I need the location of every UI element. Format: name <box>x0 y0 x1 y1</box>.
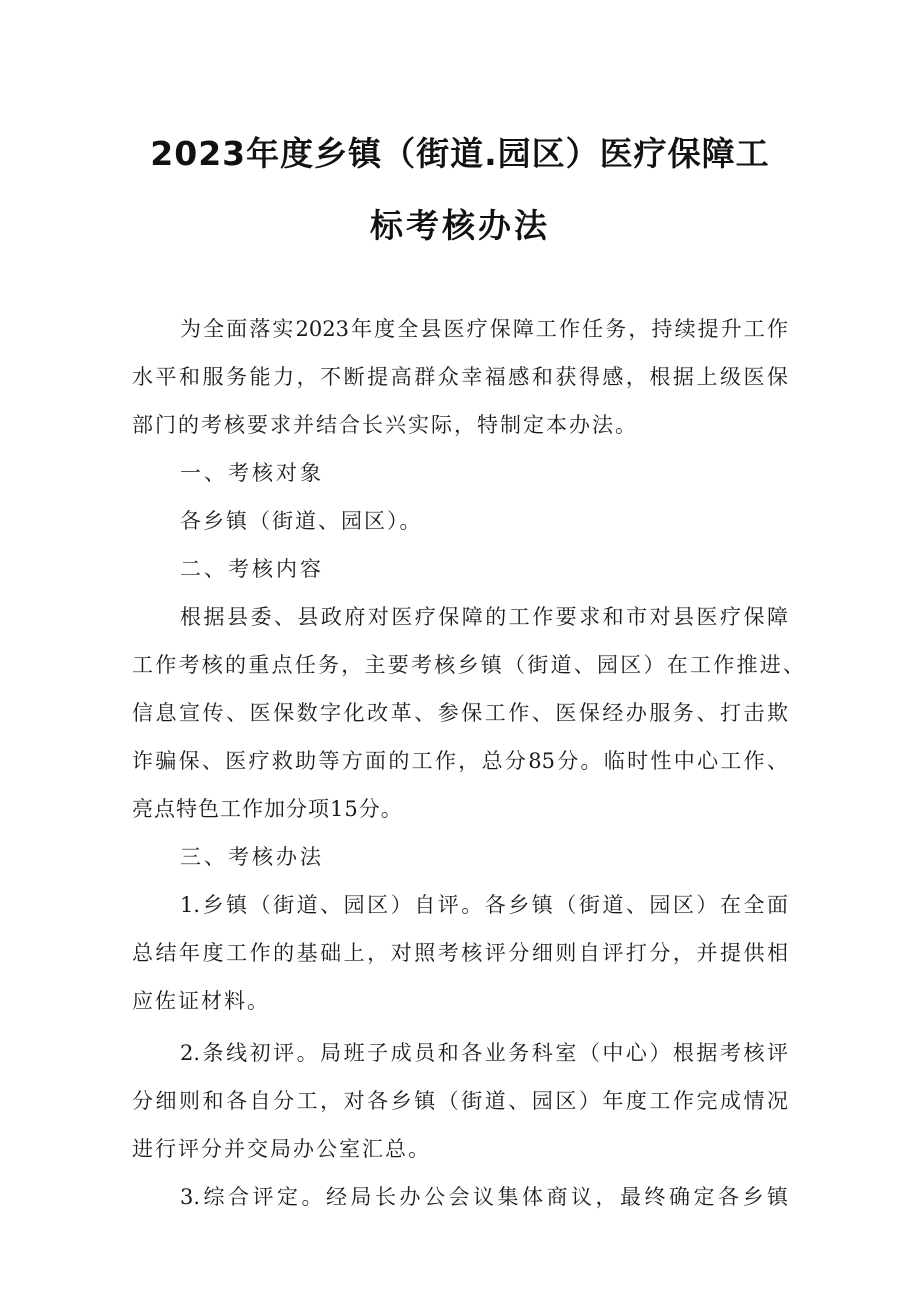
paragraph-intro-line-1: 为全面落实2023年度全县医疗保障工作任务，持续提升工作 <box>180 317 788 341</box>
section-3-item-3-line-1: 3.综合评定。经局长办公会议集体商议，最终确定各乡镇 <box>180 1185 788 1209</box>
section-2-line-2: 工作考核的重点任务，主要考核乡镇（街道、园区）在工作推进、 <box>132 653 804 677</box>
section-3-item-2-line-2: 分细则和各自分工，对各乡镇（街道、园区）年度工作完成情况 <box>132 1089 788 1113</box>
section-2-line-1: 根据县委、县政府对医疗保障的工作要求和市对县医疗保障 <box>180 605 788 629</box>
section-heading-2: 二、考核内容 <box>180 557 324 581</box>
paragraph-intro-line-3: 部门的考核要求并结合长兴实际，特制定本办法。 <box>132 413 638 437</box>
section-heading-3: 三、考核办法 <box>180 845 324 869</box>
section-1-text: 各乡镇（街道、园区）。 <box>180 509 423 533</box>
section-3-item-2-line-1: 2.条线初评。局班子成员和各业务科室（中心）根据考核评 <box>180 1041 788 1065</box>
section-2-line-3: 信息宣传、医保数字化改革、参保工作、医保经办服务、打击欺 <box>132 701 788 725</box>
section-3-item-1-line-2: 总结年度工作的基础上，对照考核评分细则自评打分，并提供相 <box>132 941 788 965</box>
section-3-item-1-line-1: 1.乡镇（街道、园区）自评。各乡镇（街道、园区）在全面 <box>180 893 788 917</box>
section-2-line-4: 诈骗保、医疗救助等方面的工作，总分85分。临时性中心工作、 <box>132 749 788 773</box>
section-2-line-5: 亮点特色工作加分项15分。 <box>132 797 403 821</box>
paragraph-intro-line-2: 水平和服务能力，不断提高群众幸福感和获得感，根据上级医保 <box>132 365 788 389</box>
section-heading-1: 一、考核对象 <box>180 461 324 485</box>
section-3-item-2-line-3: 进行评分并交局办公室汇总。 <box>132 1137 431 1161</box>
section-3-item-1-line-3: 应佐证材料。 <box>132 989 270 1013</box>
document-title-line-1: 2023年度乡镇（街道.园区）医疗保障工 <box>150 134 770 173</box>
document-title-line-2: 标考核办法 <box>370 206 550 245</box>
